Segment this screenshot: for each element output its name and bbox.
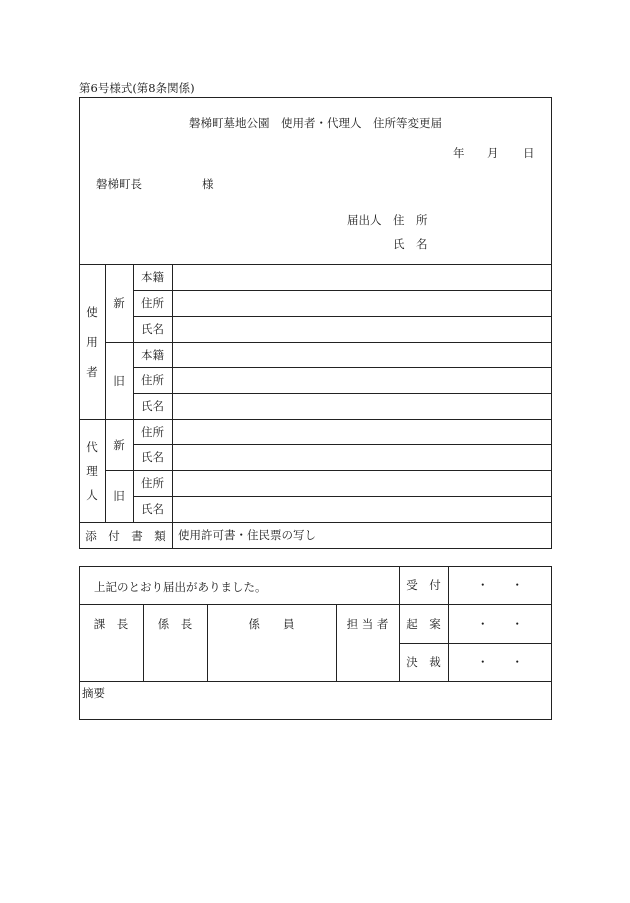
agent-label-char: 代 bbox=[86, 440, 98, 454]
addressee-name: 磐梯町長 bbox=[96, 177, 142, 191]
form-number: 第6号様式(第8条関係) bbox=[79, 81, 195, 95]
agent-old-label: 旧 bbox=[113, 489, 125, 503]
subsection-chief-seal-box[interactable] bbox=[144, 644, 207, 681]
user-old-address-label: 住所 bbox=[141, 373, 164, 387]
agent-old-name-field[interactable] bbox=[173, 497, 551, 522]
office-row-line bbox=[79, 681, 552, 682]
user-new-address-label: 住所 bbox=[141, 296, 164, 310]
approved-label: 決 裁 bbox=[406, 655, 441, 669]
user-old-honseki-label: 本籍 bbox=[141, 347, 164, 362]
user-new-label: 新 bbox=[113, 296, 125, 310]
applicant-label: 届出人 bbox=[347, 213, 382, 227]
user-new-name-label: 氏名 bbox=[141, 322, 164, 336]
applicant-name-label: 氏 名 bbox=[393, 237, 428, 251]
user-new-honseki-label: 本籍 bbox=[141, 270, 164, 284]
attachments-label: 添 付 書 類 bbox=[85, 528, 166, 543]
user-new-name-field[interactable] bbox=[173, 317, 551, 342]
person-in-charge-header: 担 当 者 bbox=[346, 616, 389, 631]
user-old-address-field[interactable] bbox=[173, 368, 551, 393]
agent-new-address-label: 住所 bbox=[141, 424, 164, 439]
user-old-honseki-field[interactable] bbox=[173, 343, 551, 367]
user-label-char: 者 bbox=[86, 365, 98, 379]
staff-header: 係 員 bbox=[248, 616, 295, 631]
agent-label-char: 理 bbox=[86, 464, 98, 478]
agent-new-name-field[interactable] bbox=[173, 445, 551, 470]
person-in-charge-seal-box[interactable] bbox=[337, 644, 399, 681]
user-label-char: 用 bbox=[86, 335, 98, 349]
agent-old-address-field[interactable] bbox=[173, 471, 551, 496]
form-title: 磐梯町墓地公園 使用者・代理人 住所等変更届 bbox=[189, 116, 442, 130]
office-notice: 上記のとおり届出がありました。 bbox=[94, 580, 267, 594]
received-date[interactable]: ・ ・ bbox=[477, 578, 523, 592]
addressee-honorific: 様 bbox=[202, 177, 214, 191]
subsection-chief-header: 係 長 bbox=[157, 616, 193, 631]
user-label-char: 使 bbox=[86, 305, 98, 319]
date-day-label: 日 bbox=[523, 146, 535, 160]
user-old-name-label: 氏名 bbox=[141, 399, 164, 413]
agent-old-name-label: 氏名 bbox=[141, 502, 164, 516]
memo-field[interactable] bbox=[80, 700, 551, 719]
applicant-address-label: 住 所 bbox=[393, 213, 428, 227]
section-chief-header: 課 長 bbox=[93, 616, 129, 631]
memo-label: 摘要 bbox=[82, 686, 105, 700]
user-old-name-field[interactable] bbox=[173, 394, 551, 419]
agent-new-address-field[interactable] bbox=[173, 420, 551, 444]
agent-new-name-label: 氏名 bbox=[141, 450, 164, 464]
section-chief-seal-box[interactable] bbox=[80, 644, 143, 681]
date-month-label: 月 bbox=[487, 146, 499, 160]
date-year-label: 年 bbox=[453, 146, 465, 160]
staff-seal-box[interactable] bbox=[208, 644, 336, 681]
user-new-honseki-field[interactable] bbox=[173, 265, 551, 290]
agent-old-address-label: 住所 bbox=[141, 476, 164, 490]
approved-date[interactable]: ・ ・ bbox=[477, 655, 523, 669]
user-new-address-field[interactable] bbox=[173, 291, 551, 316]
received-label: 受 付 bbox=[406, 578, 441, 592]
drafted-label: 起 案 bbox=[406, 616, 441, 631]
agent-new-label: 新 bbox=[113, 437, 125, 452]
attachments-value: 使用許可書・住民票の写し bbox=[178, 528, 316, 542]
agent-label-char: 人 bbox=[86, 488, 98, 502]
drafted-date[interactable]: ・ ・ bbox=[477, 616, 523, 631]
user-old-label: 旧 bbox=[113, 373, 125, 388]
